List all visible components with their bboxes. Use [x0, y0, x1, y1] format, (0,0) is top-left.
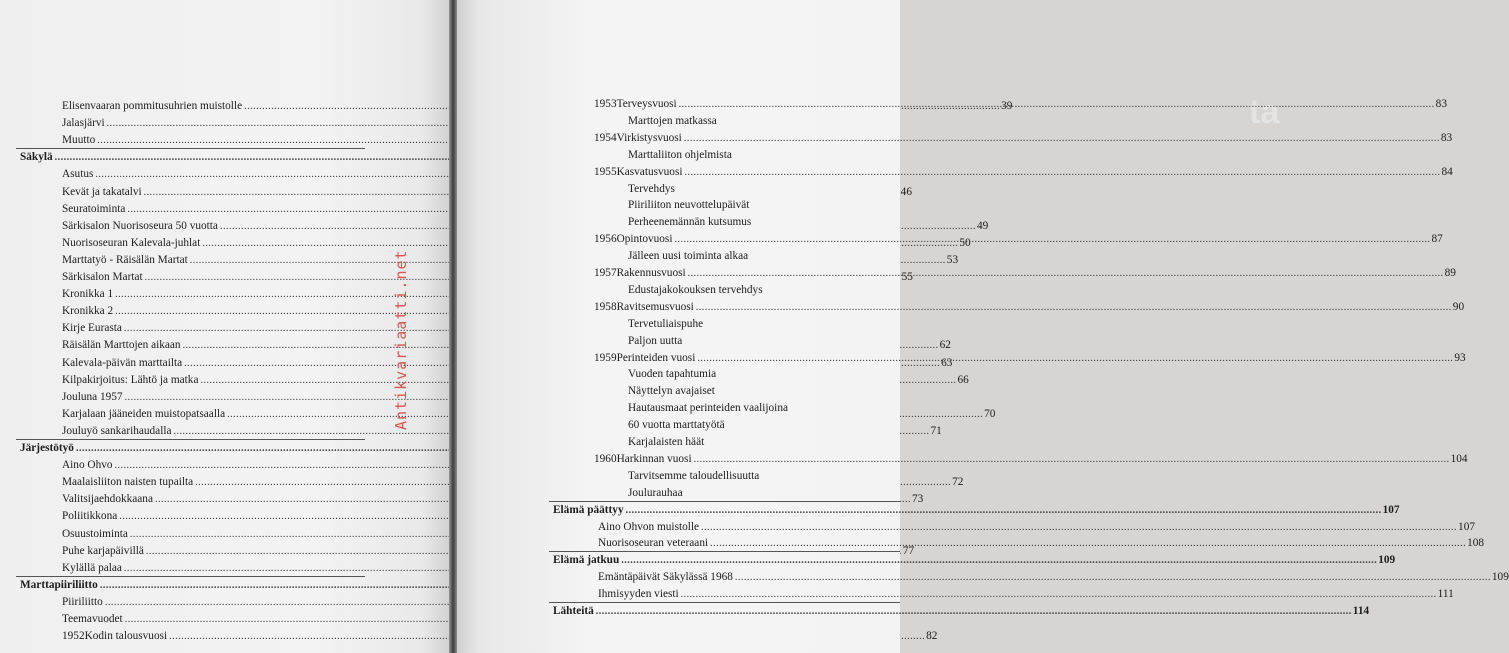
toc-section-heading	[20, 441, 361, 456]
toc-subentry	[628, 367, 717, 381]
toc-entry	[62, 304, 361, 319]
section-rule	[549, 501, 900, 502]
toc-entry	[598, 520, 1475, 535]
toc-page-number: 111	[1437, 588, 1454, 600]
toc-year: 1954	[594, 132, 617, 144]
toc-entry	[62, 167, 361, 182]
section-rule	[16, 148, 365, 149]
toc-entry	[598, 570, 1509, 585]
toc-entry-title: Muutto	[62, 134, 96, 146]
toc-page-number: 66	[957, 374, 969, 386]
toc-entry	[594, 300, 1465, 315]
toc-section-heading	[553, 553, 1396, 568]
toc-entry-title: Osuustoiminta	[62, 528, 128, 540]
toc-page-number: 70	[984, 408, 996, 420]
toc-year: 1960	[594, 453, 617, 465]
toc-entry-title: Asutus	[62, 168, 94, 180]
toc-entry-title: Piiriliitto	[62, 596, 103, 608]
toc-page-number: 71	[930, 425, 942, 437]
toc-page-number: 104	[1450, 453, 1468, 465]
toc-entry-title: Maalaisliiton naisten tupailta	[62, 476, 194, 488]
toc-entry-title: Ihmisyyden viesti	[598, 588, 679, 600]
dot-leader	[696, 301, 1452, 315]
toc-entry-title: Kasvatusvuosi	[616, 166, 683, 178]
toc-entry-title: Säkylä	[20, 151, 53, 163]
toc-page-number: 114	[1352, 605, 1370, 617]
toc-page-number: 84	[1441, 166, 1453, 178]
toc-subentry	[628, 182, 676, 196]
toc-page-number: 77	[902, 545, 915, 557]
toc-entry-title: Edustajakokouksen tervehdys	[628, 284, 763, 296]
toc-entry	[62, 202, 361, 217]
toc-entry	[62, 321, 361, 336]
toc-page-number: 62	[939, 339, 951, 351]
toc-entry	[594, 165, 1453, 180]
toc-entry-title: 60 vuotta marttatyötä	[628, 419, 725, 431]
toc-page-number: 63	[941, 357, 953, 369]
toc-subentry	[628, 249, 749, 263]
toc-entry-title: Marttojen matkassa	[628, 115, 717, 127]
watermark: Antikvariaatti.net	[392, 249, 410, 430]
toc-page-number: 90	[1452, 301, 1465, 313]
toc-subentry	[628, 198, 750, 212]
toc-entry-title: Terveysvuosi	[616, 98, 677, 110]
toc-entry-title: Opintovuosi	[616, 233, 673, 245]
toc-entry-title: Marttaliiton ohjelmista	[628, 149, 732, 161]
toc-section-heading	[20, 578, 361, 593]
toc-entry-title: Karjalaisten häät	[628, 436, 705, 448]
section-rule	[16, 439, 365, 440]
toc-entry-title: Elämä jatkuu	[553, 554, 620, 566]
toc-entry-title: Elisenvaaran pommitusuhrien muistolle	[62, 100, 243, 112]
toc-entry-title: Valitsijaehdokkaana	[62, 493, 153, 505]
toc-subentry	[628, 435, 705, 449]
toc-entry	[62, 458, 361, 473]
toc-entry	[62, 133, 361, 148]
toc-entry-title: Marttapiiriliitto	[20, 579, 98, 591]
section-rule	[549, 602, 900, 603]
toc-entry-title: Joulurauhaa	[628, 487, 683, 499]
toc-entry-title: Tervetuliaispuhe	[628, 318, 704, 330]
toc-year: 1957	[594, 267, 617, 279]
toc-entry-title: Jalasjärvi	[62, 117, 105, 129]
toc-entry-title: Kodin talousvuosi	[84, 630, 168, 642]
toc-subentry	[628, 401, 789, 415]
dot-leader	[621, 554, 1377, 568]
toc-subentry	[628, 486, 684, 500]
toc-page-number: 82	[926, 630, 938, 642]
toc-page-number: 109	[1491, 571, 1509, 583]
toc-entry-title: Ravitsemusvuosi	[616, 301, 694, 313]
toc-entry-title: Kylällä palaa	[62, 562, 122, 574]
toc-section-heading	[20, 150, 361, 165]
toc-page-number: 109	[1378, 554, 1396, 566]
toc-entry	[594, 131, 1453, 146]
section-rule	[16, 576, 365, 577]
toc-entry	[62, 116, 361, 131]
toc-entry-title: Aino Ohvo	[62, 459, 113, 471]
toc-entry-title: Lähteitä	[553, 605, 594, 617]
toc-page-number: 108	[1467, 537, 1485, 549]
toc-entry-title: Virkistysvuosi	[616, 132, 682, 144]
toc-entry-title: Kevät ja takatalvi	[62, 186, 142, 198]
toc-entry-title: Karjalaan jääneiden muistopatsaalla	[62, 408, 226, 420]
dot-leader	[735, 571, 1491, 585]
toc-entry	[62, 612, 361, 627]
toc-year: 1955	[594, 166, 617, 178]
toc-entry-title: Nuorisoseuran Kalevala-juhlat	[62, 237, 201, 249]
toc-entry-title: Emäntäpäivät Säkylässä 1968	[598, 571, 733, 583]
toc-entry-title: Poliitikkona	[62, 510, 118, 522]
toc-subentry	[628, 283, 764, 297]
toc-section-heading	[553, 604, 1370, 619]
toc-entry-title: Piiriliiton neuvottelupäivät	[628, 199, 750, 211]
dot-leader	[674, 233, 1430, 247]
dot-leader	[701, 521, 1457, 535]
toc-entry	[594, 452, 1468, 467]
toc-entry-title: Puhe karjapäivillä	[62, 545, 144, 557]
toc-subentry	[628, 469, 760, 483]
toc-page-number: 83	[1440, 132, 1453, 144]
toc-entry	[62, 561, 361, 576]
toc-entry-title: Seuratoiminta	[62, 203, 126, 215]
toc-entry-title: Kalevala-päivän marttailta	[62, 357, 183, 369]
toc-page-number: 39	[1001, 100, 1013, 112]
dot-leader	[679, 98, 1435, 112]
toc-subentry	[628, 418, 726, 432]
dot-leader	[688, 267, 1444, 281]
toc-entry	[62, 509, 361, 524]
toc-entry	[62, 544, 915, 559]
toc-year: 1958	[594, 301, 617, 313]
dot-leader	[694, 453, 1450, 467]
toc-entry-title: Nuorisoseuran veteraani	[598, 537, 709, 549]
toc-entry-title: Näyttelyn avajaiset	[628, 385, 715, 397]
toc-entry-title: Kronikka 1	[62, 288, 114, 300]
toc-page-number: 89	[1444, 267, 1456, 279]
toc-page-number: 73	[911, 493, 924, 505]
toc-entry-title: Kirje Eurasta	[62, 322, 122, 334]
dot-leader	[596, 605, 1352, 619]
toc-entry-title: Elämä päättyy	[553, 504, 624, 516]
toc-subentry	[628, 334, 683, 348]
toc-page-number: 93	[1454, 352, 1466, 364]
toc-entry-title: Jälleen uusi toiminta alkaa	[628, 250, 749, 262]
toc-entry	[62, 629, 938, 644]
dot-leader	[710, 537, 1466, 551]
toc-page-number: 55	[901, 271, 913, 283]
bleed-through-text: ta	[1249, 93, 1280, 131]
toc-page-number: 107	[1382, 504, 1400, 516]
toc-entry-title: Paljon uutta	[628, 335, 683, 347]
dot-leader	[697, 352, 1453, 366]
toc-subentry	[628, 384, 716, 398]
toc-entry-title: Tarvitsemme taloudellisuutta	[628, 470, 760, 482]
toc-entry-title: Kronikka 2	[62, 305, 114, 317]
toc-entry	[62, 287, 361, 302]
dot-leader	[684, 132, 1440, 146]
toc-entry-title: Hautausmaat perinteiden vaalijoina	[628, 402, 788, 414]
toc-entry-title: Särkisalon Nuorisoseura 50 vuotta	[62, 220, 218, 232]
toc-year: 1953	[594, 98, 617, 110]
toc-entry-title: Perinteiden vuosi	[616, 352, 696, 364]
toc-page-number: 87	[1431, 233, 1443, 245]
toc-page-number: 72	[952, 476, 964, 488]
toc-page-number: 83	[1435, 98, 1447, 110]
toc-entry-title: Räisälän Marttojen aikaan	[62, 339, 181, 351]
toc-subentry	[628, 317, 704, 331]
toc-entry-title: Rakennusvuosi	[616, 267, 686, 279]
toc-entry-title: Harkinnan vuosi	[616, 453, 692, 465]
toc-subentry	[628, 114, 718, 128]
toc-entry	[62, 595, 361, 610]
toc-page-number: 107	[1458, 521, 1475, 533]
toc-subentry	[628, 148, 733, 162]
toc-entry-title: Jouluyö sankarihaudalla	[62, 425, 172, 437]
toc-year: 1952	[62, 630, 85, 642]
toc-page-number: 46	[900, 186, 912, 198]
toc-entry-title: Kilpakirjoitus: Lähtö ja matka	[62, 374, 199, 386]
toc-year: 1956	[594, 233, 617, 245]
toc-entry	[62, 527, 361, 542]
section-rule	[549, 551, 900, 552]
toc-entry-title: Aino Ohvon muistolle	[598, 521, 700, 533]
toc-entry-title: Teemavuodet	[62, 613, 123, 625]
toc-entry-title: Vuoden tapahtumia	[628, 368, 717, 380]
toc-page-number: 53	[946, 254, 959, 266]
dot-leader	[626, 504, 1382, 518]
toc-page-number: 49	[976, 220, 989, 232]
dot-leader	[681, 588, 1437, 602]
toc-subentry	[628, 215, 752, 229]
toc-entry-title: Perheenemännän kutsumus	[628, 216, 752, 228]
toc-year: 1959	[594, 352, 617, 364]
toc-entry	[598, 587, 1454, 602]
toc-page-number: 50	[959, 237, 971, 249]
toc-entry-title: Särkisalon Martat	[62, 271, 143, 283]
toc-entry-title: Tervehdys	[628, 183, 675, 195]
toc-entry-title: Jouluna 1957	[62, 391, 123, 403]
toc-entry-title: Järjestötyö	[20, 442, 74, 454]
dot-leader	[685, 166, 1441, 180]
book-spine	[449, 0, 457, 653]
toc-entry-title: Marttatyö - Räisälän Martat	[62, 254, 188, 266]
toc-entry	[62, 390, 361, 405]
toc-section-heading	[553, 503, 1400, 518]
